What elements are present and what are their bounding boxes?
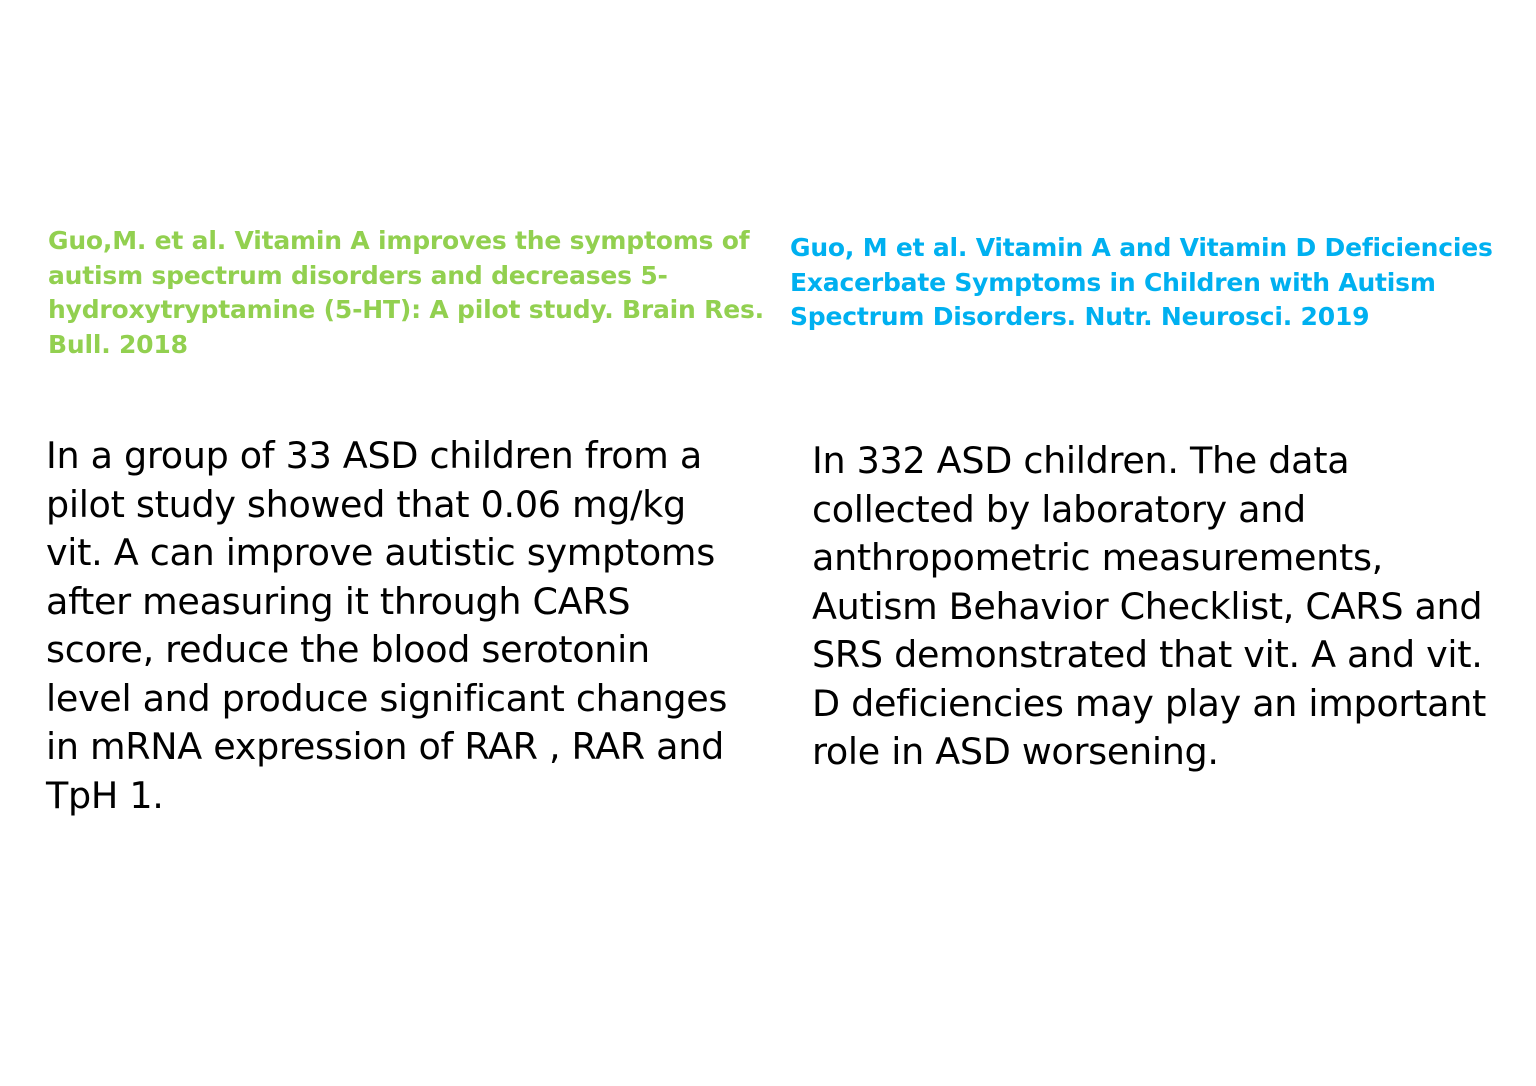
summary-line: role in ASD worsening. (812, 730, 1219, 773)
right-citation (790, 231, 1520, 335)
summary-line: vit. A can improve autistic symptoms (46, 531, 715, 574)
summary-line: Autism Behavior Checklist, CARS and (812, 584, 1483, 628)
citation-line: Bull. 2018 (48, 329, 188, 359)
citation-line: autism spectrum disorders and decreases 5- (48, 260, 668, 290)
summary-line: in mRNA expression of RAR , RAR and (46, 725, 724, 768)
summary-line: D deficiencies may play an important (812, 681, 1487, 725)
left-summary (46, 432, 766, 820)
citation-line: Guo, M et al. Vitamin A and Vitamin D Deficiencies (790, 233, 1493, 262)
summary-line: In a group of 33 ASD children from a (46, 434, 702, 477)
summary-line: SRS demonstrated that vit. A and vit. (812, 633, 1483, 676)
summary-line: pilot study showed that 0.06 mg/kg (46, 482, 686, 526)
left-citation (48, 224, 768, 362)
summary-line: after measuring it through CARS (46, 579, 631, 623)
citation-line: Spectrum Disorders. Nutr. Neurosci. 2019 (790, 302, 1370, 331)
summary-line: TpH 1. (46, 773, 164, 817)
right-summary (812, 437, 1512, 777)
citation-line: Exacerbate Symptoms in Children with Autism (790, 267, 1436, 297)
summary-line: collected by laboratory and (812, 487, 1306, 531)
citation-line: hydroxytryptamine (5-HT): A pilot study. Brain Res. (48, 295, 764, 324)
summary-line: In 332 ASD children. The data (812, 439, 1350, 482)
summary-line: anthropometric measurements, (812, 536, 1383, 579)
citation-line: Guo,M. et al. Vitamin A improves the symptoms of (48, 226, 750, 255)
summary-line: score, reduce the blood serotonin (46, 628, 650, 671)
summary-line: level and produce significant changes (46, 676, 728, 720)
